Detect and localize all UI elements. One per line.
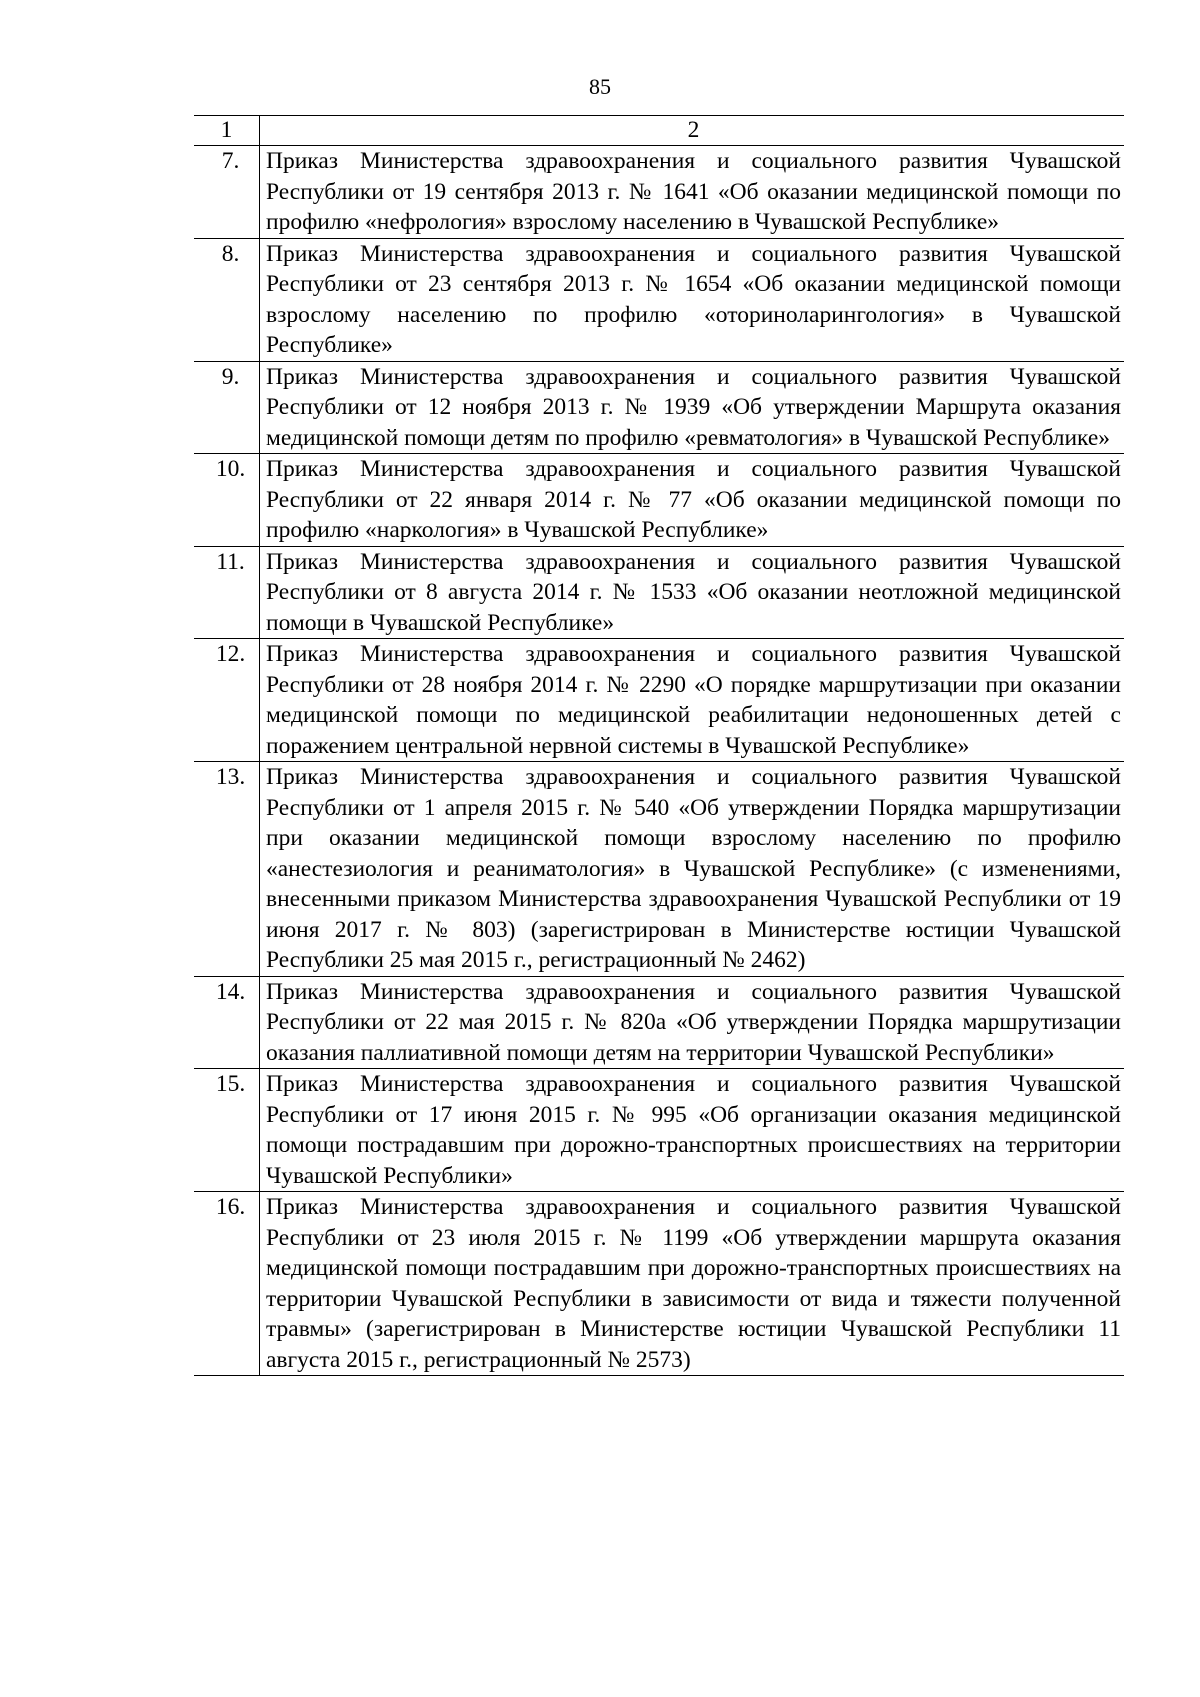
column-header-text: 2 (260, 116, 1125, 146)
row-text: Приказ Министерства здравоохранения и социального развития Чувашской Республики от 8 августа 2014 г. № 1533 «Об оказании неотложной медицинской помощи в Чувашской Республике» (260, 546, 1125, 639)
row-number-label: 15. (215, 1071, 246, 1097)
row-number (194, 1069, 260, 1192)
row-number (194, 238, 260, 361)
row-number-label: 8. (221, 240, 240, 267)
row-number (194, 976, 260, 1069)
table-header-row (194, 116, 1124, 146)
table-row (194, 639, 1124, 762)
row-text: Приказ Министерства здравоохранения и социального развития Чувашской Республики от 28 ноября 2014 г. № 2290 «О порядке маршрутизации при оказании медицинской помощи по медицинской реабилитации недоношенных детей с поражением центральной нервной системы в Чувашской Республике» (260, 639, 1125, 762)
table-row (194, 361, 1124, 454)
row-number-label: 14. (215, 978, 246, 1005)
row-number-label: 9. (221, 363, 240, 390)
row-text: Приказ Министерства здравоохранения и социального развития Чувашской Республики от 1 апреля 2015 г. № 540 «Об утверждении Порядка маршрутизации при оказании медицинской помощи взрослому населению по профилю «анестезиология и реаниматология» в Чувашской Республике» (с изменениями, внесенными приказом Министерства здравоохранения Чувашской Республики от 19 июня 2017 г. № 803) (зарегистрирован в Министерстве юстиции Чувашской Республики 25 мая 2015 г., регистрационный № 2462) (260, 762, 1125, 977)
row-number (194, 146, 260, 239)
table-row (194, 454, 1124, 547)
table-row (194, 1069, 1124, 1192)
row-number-label: 16. (215, 1194, 246, 1220)
row-text: Приказ Министерства здравоохранения и социального развития Чувашской Республики от 19 сентября 2013 г. № 1641 «Об оказании медицинской помощи по профилю «нефрология» взрослому населению в Чувашской Республике» (260, 146, 1125, 239)
table-row (194, 1192, 1124, 1376)
table-row (194, 546, 1124, 639)
row-text: Приказ Министерства здравоохранения и социального развития Чувашской Республики от 23 сентября 2013 г. № 1654 «Об оказании медицинской помощи взрослому населению по профилю «оториноларингология» в Чувашской Республике» (260, 238, 1125, 361)
row-number-label: 10. (215, 456, 246, 482)
table-row (194, 146, 1124, 239)
table-row (194, 762, 1124, 977)
row-text: Приказ Министерства здравоохранения и социального развития Чувашской Республики от 22 января 2014 г. № 77 «Об оказании медицинской помощи по профилю «наркология» в Чувашской Республике» (260, 454, 1125, 547)
page-number: 85 (589, 74, 611, 99)
row-number-label: 11. (216, 548, 245, 575)
table-row (194, 238, 1124, 361)
row-text: Приказ Министерства здравоохранения и социального развития Чувашской Республики от 23 июля 2015 г. № 1199 «Об утверждении маршрута оказания медицинской помощи пострадавшим при дорожно-транспортных происшествиях на территории Чувашской Республики в зависимости от вида и тяжести полученной травмы» (зарегистрирован в Министерстве юстиции Чувашской Республики 11 августа 2015 г., регистрационный № 2573) (260, 1192, 1125, 1376)
column-header-number: 1 (194, 116, 260, 146)
row-number (194, 454, 260, 547)
row-number (194, 762, 260, 977)
row-number-label: 13. (215, 764, 246, 790)
row-number-label: 12. (215, 641, 246, 667)
row-text: Приказ Министерства здравоохранения и социального развития Чувашской Республики от 12 ноября 2013 г. № 1939 «Об утверждении Маршрута оказания медицинской помощи детям по профилю «ревматология» в Чувашской Республике» (260, 361, 1125, 454)
row-number (194, 546, 260, 639)
row-number (194, 361, 260, 454)
table-row (194, 976, 1124, 1069)
row-text: Приказ Министерства здравоохранения и социального развития Чувашской Республики от 22 мая 2015 г. № 820а «Об утверждении Порядка маршрутизации оказания паллиативной помощи детям на территории Чувашской Республики» (260, 976, 1125, 1069)
row-number-label: 7. (221, 148, 240, 174)
row-text: Приказ Министерства здравоохранения и социального развития Чувашской Республики от 17 июня 2015 г. № 995 «Об организации оказания медицинской помощи пострадавшим при дорожно-транспортных происшествиях на территории Чувашской Республики» (260, 1069, 1125, 1192)
row-number (194, 1192, 260, 1376)
row-number (194, 639, 260, 762)
document-table (194, 115, 1124, 1376)
